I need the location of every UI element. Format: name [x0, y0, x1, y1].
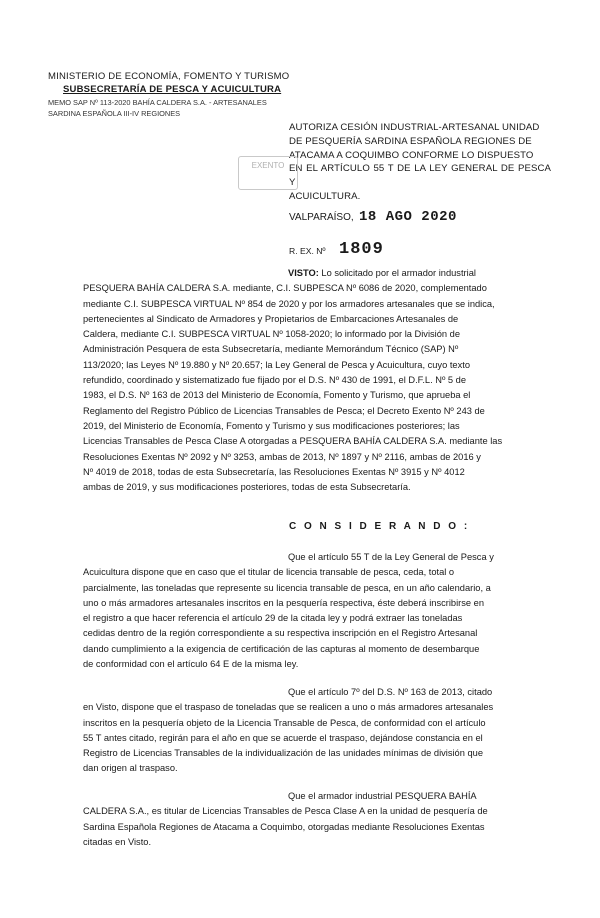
visto-text-line: 113/2020; las Leyes Nº 19.880 y Nº 20.657; la Ley General de Pesca y Acuicultura, cuyo texto: [83, 359, 470, 370]
paragraph-line: el registro a que hacer referencia el artículo 29 de la citada ley y podrá extraer las toneladas: [83, 613, 463, 624]
title-line: DE PESQUERÍA SARDINA ESPAÑOLA REGIONES DE: [289, 135, 532, 147]
visto-text-line: mediante C.I. SUBPESCA VIRTUAL Nº 854 de 2020 y por los armadores artesanales que se indica,: [83, 298, 495, 309]
visto-text-line: Administración Pesquera de esta Subsecretaría, mediante Memorándum Técnico (SAP) Nº: [83, 344, 459, 355]
paragraph-line: Sardina Española Regiones de Atacama a Coquimbo, otorgadas mediante Resoluciones Exentas: [83, 821, 485, 832]
visto-text-line: PESQUERA BAHÍA CALDERA S.A. mediante, C.I. SUBPESCA Nº 6086 de 2020, complementado: [83, 283, 487, 294]
place-label: VALPARAÍSO,: [289, 212, 354, 223]
subsecretaria-name: SUBSECRETARÍA DE PESCA Y ACUICULTURA: [63, 84, 282, 95]
paragraph-line: inscritos en la pesquería objeto de la Licencia Transable de Pesca, de conformidad con el artículo: [83, 717, 486, 728]
title-line: ATACAMA A COQUIMBO CONFORME LO DISPUESTO: [289, 149, 534, 161]
paragraph-line: uno o más armadores artesanales inscritos en la pesquería respectiva, éste deberá inscribirse en: [83, 597, 485, 608]
paragraph-line: Que el artículo 7º del D.S. Nº 163 de 2013, citado: [288, 687, 493, 697]
paragraph-line: 55 T antes citado, regirán para el año en que se acuerde el traspaso, dejándose constancia en el: [83, 732, 483, 743]
ministry-name: MINISTERIO DE ECONOMÍA, FOMENTO Y TURISMO: [48, 71, 290, 82]
paragraph-line: cedidas dentro de la región correspondiente a su respectiva inscripción en el Registro Artesanal: [83, 628, 478, 639]
memo-reference-line-1: MEMO SAP Nº 113-2020 BAHÍA CALDERA S.A. - ARTESANALES: [48, 98, 267, 107]
title-line: EN EL ARTÍCULO 55 T DE LA LEY GENERAL DE PESCA Y: [289, 163, 551, 189]
considerando-paragraph-1: [83, 550, 517, 672]
paragraph-line: Que el artículo 55 T de la Ley General de Pesca y: [288, 552, 494, 562]
paragraph-line: Registro de Licencias Transables de la individualización de las unidades mínimas de división que: [83, 748, 483, 759]
visto-text-line: ambas de 2019, y sus modificaciones posteriores, todas de esta Subsecretaría.: [83, 482, 411, 493]
visto-text-line: Licencias Transables de Pesca Clase A otorgadas a PESQUERA BAHÍA CALDERA S.A. mediante las: [83, 436, 503, 447]
visto-text-line: Lo solicitado por el armador industrial: [321, 268, 476, 278]
resolution-date: 18 AGO 2020: [359, 209, 457, 225]
visto-first-line: [83, 266, 517, 281]
paragraph-line: CALDERA S.A., es titular de Licencias Transables de Pesca Clase A en la unidad de pesquería de: [83, 806, 488, 817]
visto-text-line: Nº 4019 de 2018, todas de esta Subsecretaría, las Resoluciones Exentas Nº 3915 y Nº 4012: [83, 466, 465, 477]
considerando-paragraph-2: [83, 685, 517, 777]
title-line: AUTORIZA CESIÓN INDUSTRIAL-ARTESANAL UNIDAD: [289, 122, 540, 133]
resolution-title: [289, 121, 551, 204]
paragraph-line: dan origen al traspaso.: [83, 763, 178, 774]
paragraph-line: dando cumplimiento a la exigencia de certificación de las capturas al momento de desembarque: [83, 643, 480, 654]
title-line: ACUICULTURA.: [289, 190, 361, 202]
paragraph-line: parcialmente, las toneladas que represente su licencia transable de pesca, en un año calendario, a: [83, 582, 491, 593]
visto-text-line: Caldera, mediante C.I. SUBPESCA VIRTUAL Nº 1058-2020; lo informado por la División de: [83, 329, 461, 340]
paragraph-line: Acuicultura dispone que en caso que el titular de licencia transable de pesca, ceda, total o: [83, 567, 455, 578]
exento-stamp: [238, 156, 298, 190]
visto-text-line: pertenecientes al Sindicato de Armadores y Propietarios de Embarcaciones Artesanales de: [83, 313, 459, 324]
considerando-paragraph-3: [83, 789, 517, 850]
visto-text-line: 2019, del Ministerio de Economía, Fomento y Turismo y sus modificaciones posteriores; las: [83, 420, 460, 431]
paragraph-line: Que el armador industrial PESQUERA BAHÍA: [288, 791, 477, 801]
visto-text-line: Reglamento del Registro Público de Licencias Transables de Pesca; el Decreto Exento Nº 243 de: [83, 405, 485, 416]
paragraph-line: en Visto, dispone que el traspaso de toneladas que se realicen a uno o más armadores artesanales: [83, 702, 494, 713]
visto-label: VISTO:: [288, 268, 319, 278]
visto-text-line: 1983, el D.S. Nº 163 de 2013 del Ministerio de Economía, Fomento y Turismo, que aprueba el: [83, 390, 471, 401]
paragraph-line: de conformidad con el artículo 64 E de la misma ley.: [83, 659, 299, 670]
memo-reference-line-2: SARDINA ESPAÑOLA III-IV REGIONES: [48, 109, 181, 118]
visto-text-line: Resoluciones Exentas Nº 2092 y Nº 3253, ambas de 2013, Nº 1897 y Nº 2116, ambas de 2016 y: [83, 451, 481, 462]
visto-section: [83, 266, 517, 495]
rex-number: 1809: [339, 240, 384, 259]
stamp-text: EXENTO: [251, 161, 285, 170]
visto-text-line: refundido, coordinado y sistematizado fue fijado por el D.S. Nº 430 de 1991, el D.F.L. Nº 5 de: [83, 375, 467, 386]
rex-label: R. EX. Nº: [289, 246, 326, 256]
considerando-heading: C O N S I D E R A N D O :: [289, 521, 470, 532]
paragraph-line: citadas en Visto.: [83, 836, 152, 847]
